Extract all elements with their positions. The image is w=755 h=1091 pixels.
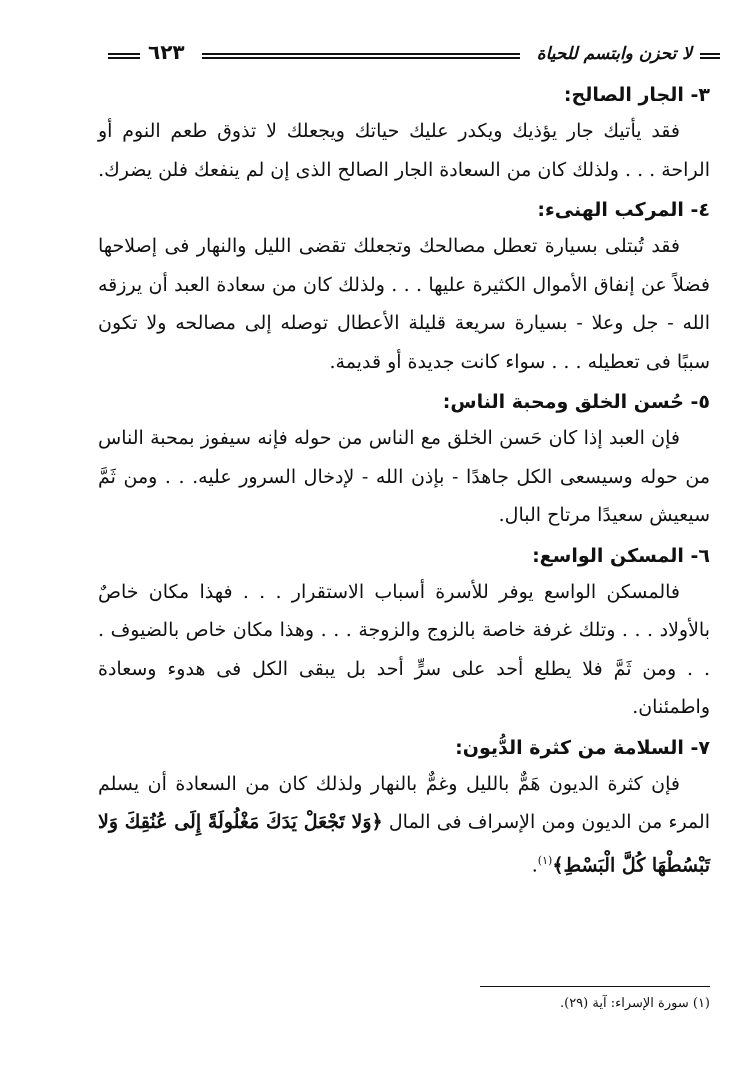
- section-heading: ٦- المسكن الواسع:: [532, 544, 710, 567]
- page-body: [98, 78, 710, 888]
- quran-verse: ﴿وَلا تَجْعَلْ يَدَكَ مَغْلُولَةً إِلَى عُنُقِكَ وَلا تَبْسُطْهَا كُلَّ الْبَسْطِ﴾: [98, 811, 710, 876]
- section-heading: ٧- السلامة من كثرة الدُّيون:: [455, 736, 710, 759]
- section-paragraph: فإن العبد إذا كان حَسن الخلق مع الناس من حوله فإنه سيفوز بمحبة الناس من حوله وسيسعى الكل جاهدًا - بإذن الله - لإدخال السرور عليه. . . ومن ثَمَّ سيعيش سعيدًا مرتاح البال.: [98, 427, 710, 526]
- footnote: (١) سورة الإسراء: آية (٢٩).: [559, 996, 710, 1011]
- section-heading: ٥- حُسن الخلق ومحبة الناس:: [442, 391, 710, 413]
- header-rule-right: [700, 53, 720, 59]
- page-number: ٦٢٣: [148, 40, 185, 64]
- footnote-separator: [480, 986, 710, 987]
- paragraph-tail: .: [531, 853, 538, 876]
- section-paragraph: [98, 765, 710, 885]
- section-paragraph: فقد يأتيك جار يؤذيك ويكدر عليك حياتك ويجعلك لا تذوق طعم النوم أو الراحة . . . ولذلك كان من السعادة الجار الصالح الذى إن لم ينفعك فلن يضرك.: [98, 120, 710, 181]
- section-paragraph: فالمسكن الواسع يوفر للأسرة أسباب الاستقرار . . . فهذا مكان خاصٌ بالأولاد . . . وتلك غرفة خاصة بالزوج والزوجة . . . وهذا مكان خاص بالضيوف . . . ومن ثَمَّ فلا يطلع أحد على سرٍّ أحد بل يبقى الكل فى هدوء وسعادة واطمئنان.: [98, 580, 710, 718]
- section-heading: ٣- الجار الصالح:: [563, 84, 710, 106]
- section-paragraph: فقد تُبتلى بسيارة تعطل مصالحك وتجعلك تقضى الليل والنهار فى إصلاحها فضلاً عن إنفاق الأموال الكثيرة عليها . . . ولذلك كان من سعادة العبد أن يرزقه الله - جل وعلا - بسيارة سريعة قليلة الأعطال توصله إلى مصالحه ولا تكون سببًا فى تعطيله . . . سواء كانت جديدة أو قديمة.: [98, 235, 710, 373]
- paragraph-text: فإن كثرة الديون هَمٌّ بالليل وغمٌّ بالنهار ولذلك كان من السعادة أن يسلم المرء من الديون ومن الإسراف فى المال: [98, 772, 710, 833]
- section-heading: ٤- المركب الهنىء:: [537, 199, 710, 221]
- header-rule-middle: [202, 53, 520, 59]
- page-header: [100, 40, 720, 70]
- header-rule-left: [108, 53, 140, 59]
- running-title: لا تحزن وابتسم للحياة: [536, 44, 692, 64]
- footnote-reference: (١): [537, 853, 553, 867]
